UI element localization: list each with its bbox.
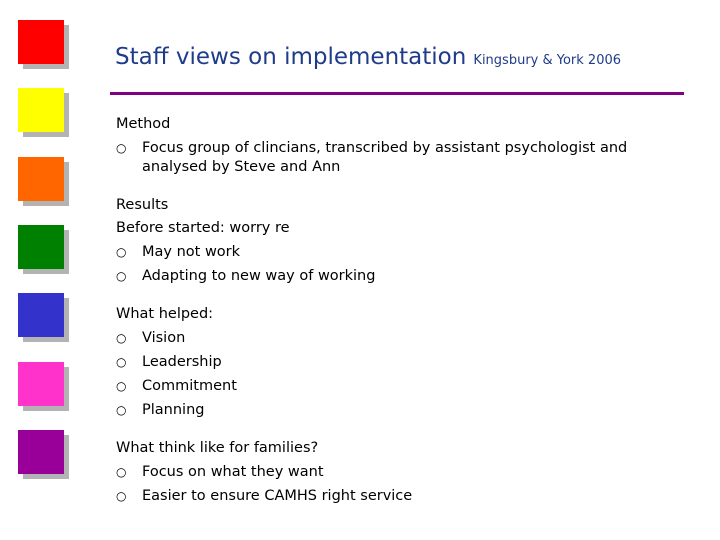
hollow-circle-bullet-icon: ○ (116, 245, 127, 259)
color-square-yellow (18, 88, 64, 132)
hollow-circle-bullet-icon: ○ (116, 379, 127, 393)
hollow-circle-bullet-icon: ○ (116, 465, 127, 479)
method-heading: Method (116, 116, 171, 132)
bullet-item (116, 401, 676, 420)
hollow-circle-bullet-icon: ○ (116, 489, 127, 503)
bullet-text: Leadership (142, 354, 222, 370)
color-square-red (18, 20, 64, 64)
bullet-item (116, 463, 676, 482)
bullet-item (116, 487, 676, 506)
hollow-circle-bullet-icon: ○ (116, 331, 127, 345)
color-square-green (18, 225, 64, 269)
what-helped-section (116, 305, 676, 420)
slide-title (115, 44, 621, 70)
bullet-item (116, 353, 676, 372)
bullet-text: Commitment (142, 378, 237, 394)
hollow-circle-bullet-icon: ○ (116, 403, 127, 417)
hollow-circle-bullet-icon: ○ (116, 141, 127, 155)
bullet-text: May not work (142, 244, 241, 260)
bullet-text: Planning (142, 402, 205, 418)
slide-body (116, 115, 676, 525)
bullet-text: Adapting to new way of working (142, 268, 376, 284)
slide-title-main: Staff views on implementation (115, 44, 467, 70)
slide-title-citation: Kingsbury & York 2006 (473, 53, 622, 68)
bullet-text: Easier to ensure CAMHS right service (142, 488, 413, 504)
bullet-text: Vision (142, 330, 186, 346)
bullet-text: Focus on what they want (142, 464, 324, 480)
families-heading: What think like for families? (116, 440, 319, 456)
bullet-item (116, 377, 676, 396)
families-section (116, 439, 676, 506)
color-square-purple (18, 430, 64, 474)
results-section (116, 196, 676, 286)
what-helped-heading: What helped: (116, 306, 214, 322)
hollow-circle-bullet-icon: ○ (116, 355, 127, 369)
bullet-item (116, 329, 676, 348)
bullet-item (116, 243, 676, 262)
results-subheading: Before started: worry re (116, 220, 290, 236)
title-divider (110, 92, 684, 95)
color-square-blue (18, 293, 64, 337)
hollow-circle-bullet-icon: ○ (116, 269, 127, 283)
color-square-pink (18, 362, 64, 406)
color-square-orange (18, 157, 64, 201)
results-heading: Results (116, 197, 169, 213)
bullet-item (116, 139, 676, 177)
method-section (116, 115, 676, 177)
bullet-text: Focus group of clincians, transcribed by assistant psychologist and analysed by Steve and Ann (142, 140, 628, 175)
bullet-item (116, 267, 676, 286)
